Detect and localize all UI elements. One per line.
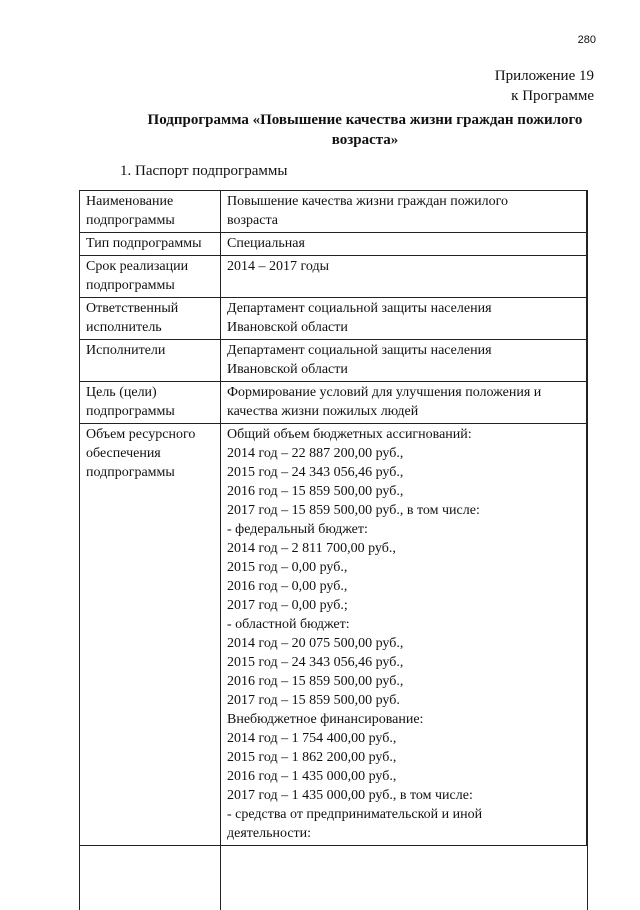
row-value-line: 2015 год – 24 343 056,46 руб., bbox=[227, 465, 404, 480]
row-label-line: подпрограммы bbox=[86, 213, 175, 228]
row-value-line: 2016 год – 15 859 500,00 руб., bbox=[227, 484, 404, 499]
table-border-right bbox=[587, 190, 588, 910]
appendix-program-ref: к Программе bbox=[511, 88, 594, 104]
table-border-middle bbox=[220, 190, 221, 910]
row-value-cell bbox=[221, 233, 587, 256]
row-label-line: Срок реализации bbox=[86, 259, 189, 274]
row-value-line: Повышение качества жизни граждан пожилого bbox=[227, 194, 508, 209]
table-row bbox=[80, 233, 587, 256]
row-label-cell bbox=[80, 298, 221, 340]
row-value-line: Внебюджетное финансирование: bbox=[227, 712, 424, 727]
row-value-line: 2016 год – 15 859 500,00 руб., bbox=[227, 674, 404, 689]
row-value-line: 2015 год – 24 343 056,46 руб., bbox=[227, 655, 404, 670]
row-value-line: Департамент социальной защиты населения bbox=[227, 343, 492, 358]
row-value-cell bbox=[221, 340, 587, 382]
row-value-line: 2016 год – 0,00 руб., bbox=[227, 579, 348, 594]
row-label-line: Тип подпрограммы bbox=[86, 236, 202, 251]
row-label-line: обеспечения bbox=[86, 446, 161, 461]
row-label-cell bbox=[80, 340, 221, 382]
table-row bbox=[80, 191, 587, 233]
row-label-line: Ответственный bbox=[86, 301, 179, 316]
section-heading: 1. Паспорт подпрограммы bbox=[120, 163, 288, 179]
row-label-line: Объем ресурсного bbox=[86, 427, 196, 442]
row-value-line: 2014 год – 2 811 700,00 руб., bbox=[227, 541, 396, 556]
table-row bbox=[80, 382, 587, 424]
row-value-line: 2014 год – 20 075 500,00 руб., bbox=[227, 636, 404, 651]
row-value-line: - средства от предпринимательской и иной bbox=[227, 807, 483, 822]
row-value-line: 2014 год – 22 887 200,00 руб., bbox=[227, 446, 404, 461]
table-row bbox=[80, 298, 587, 340]
row-label-cell bbox=[80, 191, 221, 233]
row-value-cell bbox=[221, 191, 587, 233]
row-value-line: 2015 год – 0,00 руб., bbox=[227, 560, 348, 575]
row-label-line: исполнитель bbox=[86, 320, 162, 335]
row-value-line: 2017 год – 15 859 500,00 руб., в том числе: bbox=[227, 503, 480, 518]
row-value-cell bbox=[221, 382, 587, 424]
row-label-line: подпрограммы bbox=[86, 278, 175, 293]
subprogram-title: Подпрограмма «Повышение качества жизни граждан пожилого возраста» bbox=[147, 112, 583, 148]
row-value-line: 2014 год – 1 754 400,00 руб., bbox=[227, 731, 397, 746]
row-value-line: качества жизни пожилых людей bbox=[227, 404, 419, 419]
row-value-line: возраста bbox=[227, 213, 278, 228]
table-row bbox=[80, 340, 587, 382]
row-value-line: 2016 год – 1 435 000,00 руб., bbox=[227, 769, 397, 784]
row-value-line: Специальная bbox=[227, 236, 305, 251]
row-value-line: - областной бюджет: bbox=[227, 617, 350, 632]
row-label-cell bbox=[80, 233, 221, 256]
row-value-line: Формирование условий для улучшения положения и bbox=[227, 385, 542, 400]
row-label-cell bbox=[80, 424, 221, 846]
row-value-line: Общий объем бюджетных ассигнований: bbox=[227, 427, 472, 442]
row-label-line: Наименование bbox=[86, 194, 174, 209]
row-value-line: 2017 год – 15 859 500,00 руб. bbox=[227, 693, 400, 708]
table-border-left bbox=[79, 190, 80, 910]
row-value-line: Ивановской области bbox=[227, 320, 348, 335]
row-value-line: 2014 – 2017 годы bbox=[227, 259, 330, 274]
row-label-line: Цель (цели) bbox=[86, 385, 157, 400]
table-row bbox=[80, 256, 587, 298]
row-value-line: 2015 год – 1 862 200,00 руб., bbox=[227, 750, 397, 765]
row-label-cell bbox=[80, 382, 221, 424]
appendix-label: Приложение 19 bbox=[494, 68, 594, 84]
row-value-line: 2017 год – 1 435 000,00 руб., в том числе: bbox=[227, 788, 473, 803]
passport-table bbox=[79, 190, 587, 846]
row-value-line: Ивановской области bbox=[227, 362, 348, 377]
row-value-line: Департамент социальной защиты населения bbox=[227, 301, 492, 316]
row-value-line: деятельности: bbox=[227, 826, 312, 841]
row-value-cell bbox=[221, 424, 587, 846]
row-label-line: Исполнители bbox=[86, 343, 166, 358]
row-label-line: подпрограммы bbox=[86, 404, 175, 419]
page-number: 280 bbox=[577, 34, 596, 46]
row-value-line: 2017 год – 0,00 руб.; bbox=[227, 598, 348, 613]
row-label-cell bbox=[80, 256, 221, 298]
row-value-line: - федеральный бюджет: bbox=[227, 522, 368, 537]
row-value-cell bbox=[221, 256, 587, 298]
table-row bbox=[80, 424, 587, 846]
row-value-cell bbox=[221, 298, 587, 340]
row-label-line: подпрограммы bbox=[86, 465, 175, 480]
